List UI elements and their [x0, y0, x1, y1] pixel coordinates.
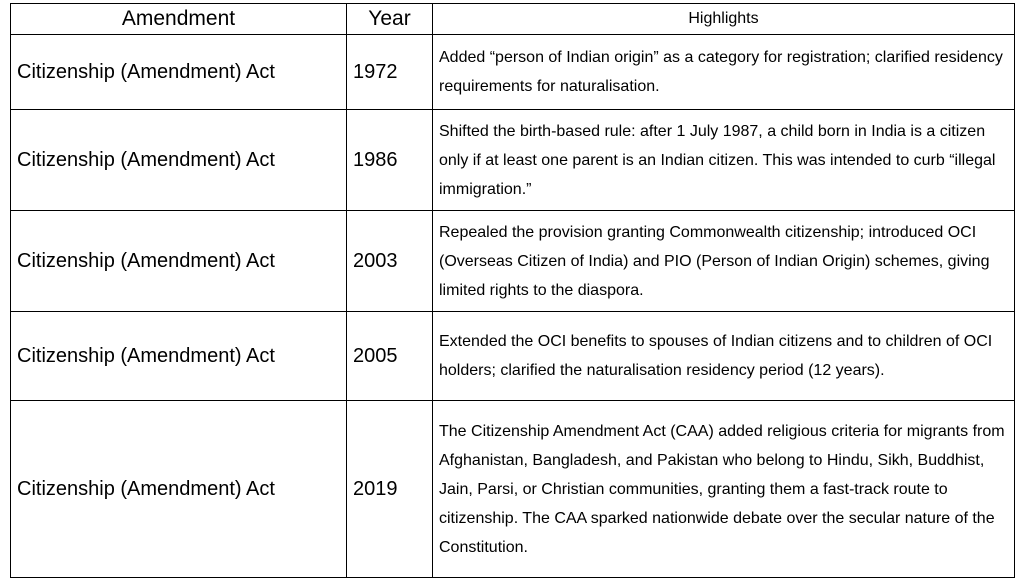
year-cell: 2019 — [347, 401, 433, 578]
amendment-cell: Citizenship (Amendment) Act — [11, 211, 347, 312]
header-year: Year — [347, 4, 433, 35]
amendment-cell: Citizenship (Amendment) Act — [11, 35, 347, 110]
year-cell: 2005 — [347, 312, 433, 401]
highlights-cell: The Citizenship Amendment Act (CAA) added religious criteria for migrants from Afghanistan, Bangladesh, and Pakistan who belong to Hindu, Sikh, Buddhist, Jain, Parsi, or Christian communities, granting them a fast-track route to citizenship. The CAA sparked nationwide debate over the secular nature of the Constitution. — [433, 401, 1015, 578]
header-highlights: Highlights — [433, 4, 1015, 35]
table-header — [11, 4, 1015, 35]
year-cell: 1972 — [347, 35, 433, 110]
table-row — [11, 211, 1015, 312]
amendments-table — [10, 3, 1015, 578]
header-row — [11, 4, 1015, 35]
table-body — [11, 35, 1015, 578]
table-row — [11, 35, 1015, 110]
year-cell: 1986 — [347, 110, 433, 211]
table-row — [11, 110, 1015, 211]
highlights-cell: Shifted the birth-based rule: after 1 July 1987, a child born in India is a citizen only if at least one parent is an Indian citizen. This was intended to curb “illegal immigration.” — [433, 110, 1015, 211]
amendment-cell: Citizenship (Amendment) Act — [11, 312, 347, 401]
amendments-table-container — [10, 3, 1014, 578]
year-cell: 2003 — [347, 211, 433, 312]
table-row — [11, 312, 1015, 401]
amendment-cell: Citizenship (Amendment) Act — [11, 110, 347, 211]
amendment-cell: Citizenship (Amendment) Act — [11, 401, 347, 578]
highlights-cell: Repealed the provision granting Commonwealth citizenship; introduced OCI (Overseas Citizen of India) and PIO (Person of Indian Origin) schemes, giving limited rights to the diaspora. — [433, 211, 1015, 312]
table-row — [11, 401, 1015, 578]
highlights-cell: Added “person of Indian origin” as a category for registration; clarified residency requirements for naturalisation. — [433, 35, 1015, 110]
highlights-cell: Extended the OCI benefits to spouses of Indian citizens and to children of OCI holders; clarified the naturalisation residency period (12 years). — [433, 312, 1015, 401]
header-amendment: Amendment — [11, 4, 347, 35]
